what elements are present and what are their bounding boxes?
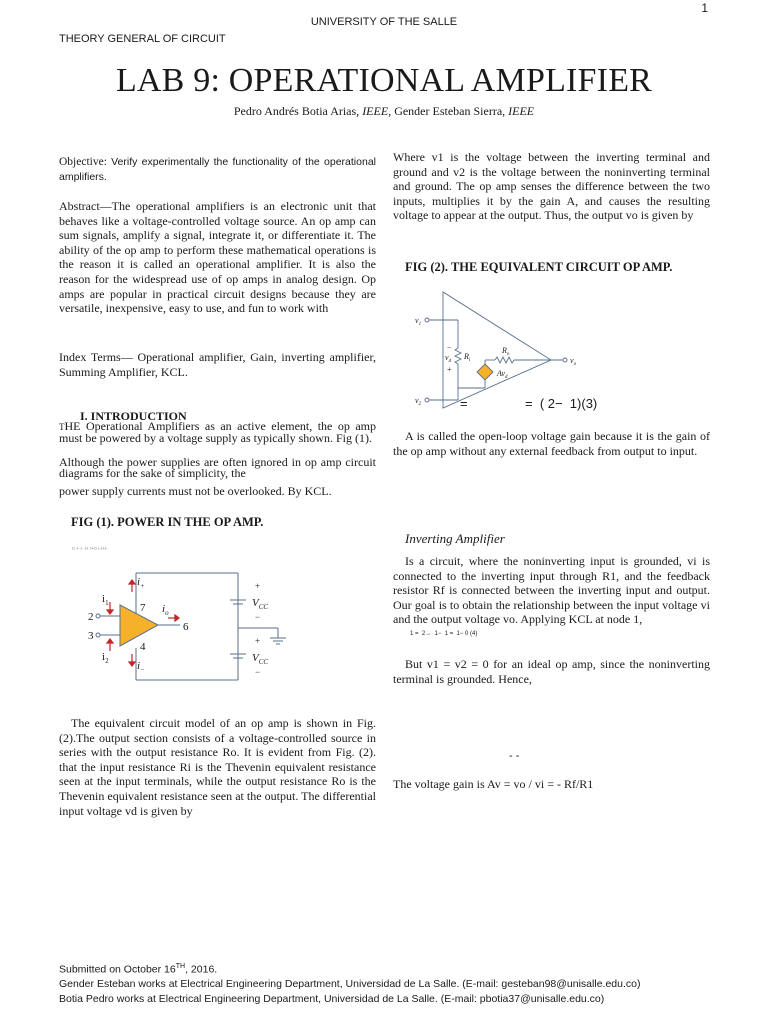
intro-paragraph-2: Although the power supplies are often ignored in op amp circuit diagrams for the sake of simplicity, the xyxy=(59,455,376,480)
fig2-label-ro-sub: o xyxy=(506,352,510,357)
fig1-label-pin4: 4 xyxy=(140,641,146,653)
svg-text:i2 xyxy=(102,651,109,665)
svg-text:io xyxy=(162,603,169,617)
fig2-label-v1-sub: 1 xyxy=(418,322,422,327)
fig1-label-plus-top: + xyxy=(255,581,261,591)
open-loop-gain-paragraph: A is called the open-loop voltage gain because it is the gain of the op amp without any external feedback from output to input. xyxy=(393,429,710,458)
footer-submitted-year: , 2016. xyxy=(185,963,218,976)
fig1-label-iminus-sub: − xyxy=(140,666,145,674)
fig1-label-iminus: i xyxy=(137,660,141,672)
equation-5-dashes: - - xyxy=(509,750,520,762)
svg-text:VCC xyxy=(252,597,268,611)
fig1-label-i2: i xyxy=(102,651,106,663)
fig2-caption: FIG (2). THE EQUIVALENT CIRCUIT OP AMP. xyxy=(405,260,673,274)
fig1-label-iplus-sub: + xyxy=(140,582,145,590)
svg-text:vd xyxy=(445,353,452,364)
fig1-label-vcc-bottom-sub: CC xyxy=(258,658,269,666)
fig1-label-pin6: 6 xyxy=(183,621,189,633)
equivalent-circuit-paragraph: The equivalent circuit model of an op amp is shown in Fig. (2).The output section consists of a voltage-controlled source in series with the output resistance Ro. It is evident from Fig. (2). that the input resistance Ri is the Thevenin equivalent resistance seen at the input terminals, while the output resistance Ro is the Thevenin equivalent resistance seen at the output. The differential input voltage vd is given by xyxy=(59,716,376,818)
intro-paragraph-3: power supply currents must not be overlooked. By KCL. xyxy=(59,484,332,498)
footer-author-2-affiliation: Gender Esteban works at Electrical Engineering Department, Universidad de La Salle. (E-mail: gesteban98@unisalle.edu.co) xyxy=(59,978,641,990)
fig1-label-iplus: i xyxy=(137,576,141,588)
objective-paragraph xyxy=(59,155,376,185)
page-number: 1 xyxy=(701,1,708,15)
fig2-label-v1: v xyxy=(415,316,419,325)
fig2-label-v2: v xyxy=(415,396,419,405)
svg-text:i− xyxy=(137,660,145,674)
abstract-paragraph: Abstract—The operational amplifiers is an electronic unit that behaves like a voltage-controlled voltage source. An op amp can sum signals, amplify a signal, integrate it, or differentiate it. The ability of the op amp to perform these mathematical operations is the reason it is called an operational amplifier. It is also the reason for the widespread use of op amps in analog design. Op amps are popular in practical circuit designs because they are versatile, inexpensive, easy to use, and fun to work with xyxy=(59,199,376,316)
fig1-op-amp-power-diagram xyxy=(80,568,300,688)
author-separator: , Gender Esteban Sierra, xyxy=(388,104,509,118)
fig1-label-minus-bottom: − xyxy=(255,667,261,677)
svg-text:Ri xyxy=(463,352,471,363)
fig2-label-vd-sub: d xyxy=(448,359,452,364)
fig1-label-i2-sub: 2 xyxy=(105,657,109,665)
footer-author-1-affiliation: Botia Pedro works at Electrical Engineering Department, Universidad de La Salle. (E-mail: pbotia37@unisalle.edu.co) xyxy=(59,993,605,1005)
fig1-label-i1-sub: 1 xyxy=(105,599,109,607)
svg-text:i+ xyxy=(137,576,145,590)
footer-submitted-text: Submitted on October 16 xyxy=(59,963,176,976)
fig1-label-vcc-top-sub: CC xyxy=(258,603,269,611)
fig1-label-minus-top: − xyxy=(255,612,261,622)
voltage-gain-line: The voltage gain is Av = vo / vi = - Rf/R1 xyxy=(393,777,594,791)
section-heading-introduction: I. INTRODUCTION xyxy=(80,409,187,423)
fig1-label-pin2: 2 xyxy=(88,611,94,623)
fig2-equivalent-circuit-diagram xyxy=(405,284,605,414)
fig2-label-ro: R xyxy=(502,346,507,355)
author-2-affiliation: IEEE xyxy=(508,104,535,118)
authors-line xyxy=(0,104,768,119)
svg-text:Avd xyxy=(496,369,508,380)
fig2-label-ri: R xyxy=(464,352,469,361)
fig1-label-pin7: 7 xyxy=(140,602,146,614)
objective-text: Verify experimentally the functionality of the operational amplifiers. xyxy=(59,156,376,183)
fig2-label-v2-sub: 2 xyxy=(418,402,422,407)
fig2-label-plus: + xyxy=(447,365,452,374)
intro-text-1: HE Operational Amplifiers as an active element, the op amp must be powered by a voltage supply as typically shown. Fig (1). xyxy=(59,419,376,445)
difference-paragraph: Where v1 is the voltage between the inverting terminal and ground and v2 is the voltage between the noninverting terminal and ground. The op amp senses the difference between the two inputs, multiplies it by the gain A, and causes the resulting voltage to appear at the output. Thus, the output vo is given by xyxy=(393,150,710,223)
svg-text:v1 xyxy=(415,316,421,327)
intro-dropcap: T xyxy=(59,422,65,432)
fig1-label-plus-bottom: + xyxy=(255,636,261,646)
ideal-op-amp-paragraph: But v1 = v2 = 0 for an ideal op amp, since the noninverting terminal is grounded. Hence, xyxy=(393,657,710,686)
fig2-label-minus: − xyxy=(447,343,452,352)
svg-text:v2 xyxy=(415,396,422,407)
fig1-label-pin3: 3 xyxy=(88,630,94,642)
fig1-caption: FIG (1). POWER IN THE OP AMP. xyxy=(71,515,264,529)
fig1-label-vcc-bottom: V xyxy=(252,652,259,664)
fig2-label-vd: v xyxy=(445,353,449,362)
fig1-label-io: i xyxy=(162,603,166,615)
svg-text:vo xyxy=(570,356,577,367)
svg-text:Ro xyxy=(501,346,510,357)
header-university: UNIVERSITY OF THE SALLE xyxy=(310,16,458,28)
intro-paragraph xyxy=(59,421,376,444)
fig1-label-io-sub: o xyxy=(165,609,169,617)
author-1-affiliation: IEEE xyxy=(362,104,389,118)
fig2-label-vo-sub: o xyxy=(573,362,577,367)
header-course: THEORY GENERAL OF CIRCUIT xyxy=(59,33,226,45)
objective-label: Objective: xyxy=(59,156,112,168)
equation-4: 1 = 2→ 1− 1 = 1− 0 (4) xyxy=(410,631,478,637)
footer-submitted-superscript: TH xyxy=(175,963,186,970)
fig2-label-avd: Av xyxy=(497,369,505,378)
fig2-label-ri-sub: i xyxy=(468,358,471,363)
fig1-label-i1: i xyxy=(102,593,106,605)
fig1-small-note: o + i- i+ i+o i-i+i- xyxy=(72,546,108,552)
fig1-label-vcc-top: V xyxy=(252,597,259,609)
fig2-label-avd-sub: d xyxy=(505,375,508,380)
index-terms-paragraph: Index Terms— Operational amplifier, Gain, inverting amplifier, Summing Amplifier, KCL. xyxy=(59,350,376,379)
inverting-amplifier-heading: Inverting Amplifier xyxy=(405,531,505,546)
svg-text:i1 xyxy=(102,593,109,607)
svg-text:VCC xyxy=(252,652,268,666)
equation-3-left: = xyxy=(460,396,468,411)
inverting-amplifier-paragraph: Is a circuit, where the noninverting input is grounded, vi is connected to the inverting input through R1, and the feedback resistor Rf is connected between the inverting input and output. Our goal is to obtain the relationship between the input voltage vi and the output voltage vo. Applying KCL at node 1, xyxy=(393,554,710,627)
fig2-label-vo: v xyxy=(570,356,574,365)
page-title: LAB 9: OPERATIONAL AMPLIFIER xyxy=(115,62,653,99)
footer-submitted xyxy=(59,963,217,976)
author-1: Pedro Andrés Botia Arias, xyxy=(233,104,363,118)
equation-3-right: = ( 2− 1)(3) xyxy=(525,396,598,411)
